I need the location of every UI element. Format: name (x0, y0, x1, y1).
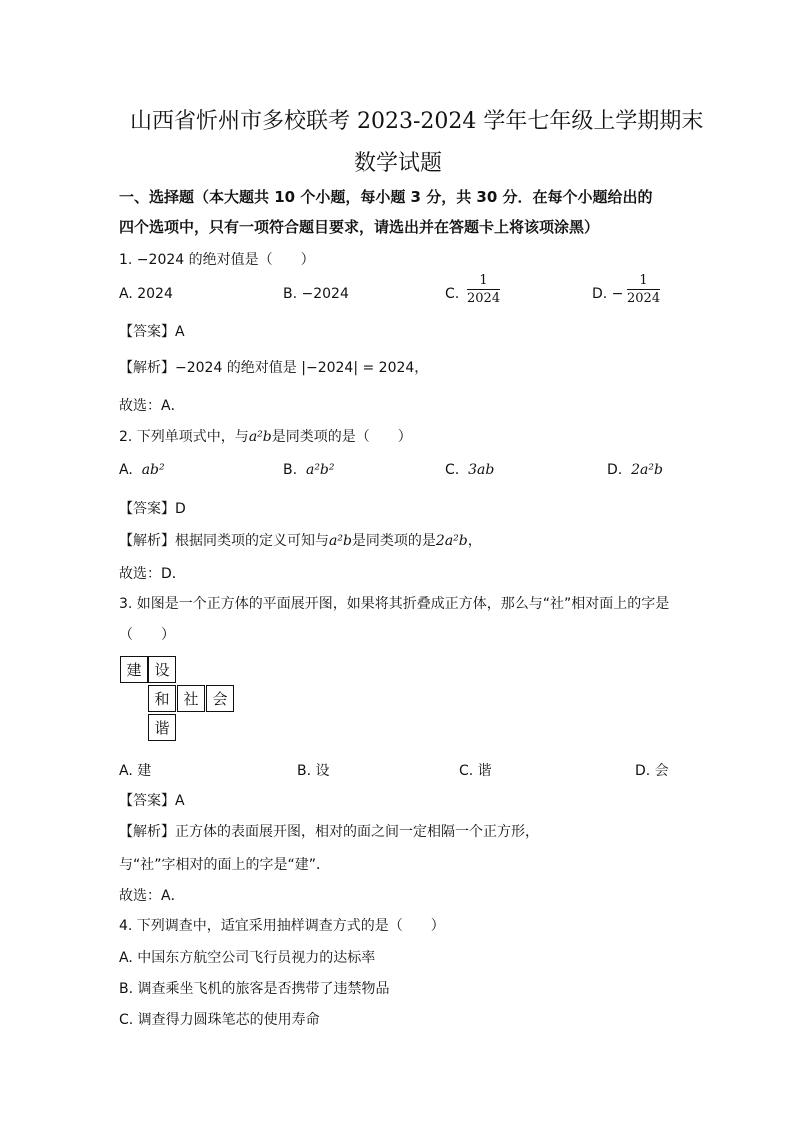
q2-option-a-label: A. (119, 462, 133, 478)
q3-option-a: A. 建 (119, 763, 152, 779)
q3-analysis-line1: 【解析】正方体的表面展开图，相对的面之间一定相隔一个正方形， (119, 824, 539, 840)
q2-option-a-math: ab² (141, 462, 165, 478)
q1-stem: 1. −2024 的绝对值是（ ） (119, 252, 315, 268)
net-cell-he: 和 (148, 685, 176, 712)
q3-answer: 【答案】A (119, 793, 185, 809)
net-cell-jian: 建 (120, 656, 148, 683)
q4-option-c: C. 调查得力圆珠笔芯的使用寿命 (119, 1012, 320, 1028)
q2-option-d-math: 2a²b (631, 462, 663, 478)
q3-conclusion: 故选：A． (119, 888, 185, 904)
q2-stem-math: a²b (248, 429, 272, 445)
q3-option-b: B. 设 (297, 763, 330, 779)
q1-analysis: 【解析】−2024 的绝对值是 |−2024| = 2024， (119, 360, 429, 376)
q3-option-c: C. 谐 (459, 763, 492, 779)
q2-option-b-label: B. (283, 462, 298, 478)
q1-option-d-numerator: 1 (639, 273, 648, 288)
q4-option-a: A. 中国东方航空公司飞行员视力的达标率 (119, 950, 376, 966)
q2-analysis-math1: a²b (329, 533, 352, 549)
q1-option-c-label: C. (445, 286, 460, 302)
q3-analysis-line2: 与“社”字相对的面上的字是“建”． (119, 857, 331, 873)
net-cell-hui: 会 (206, 685, 234, 712)
q1-option-c-denominator: 2024 (467, 291, 501, 306)
q2-option-c (445, 462, 494, 478)
q3-stem-line1: 3. 如图是一个正方体的平面展开图，如果将其折叠成正方体，那么与“社”相对面上的字是 (119, 596, 670, 612)
q4-option-b: B. 调查乘坐飞机的旅客是否携带了违禁物品 (119, 981, 390, 997)
q2-option-c-math: 3ab (468, 462, 495, 478)
net-cell-xie: 谐 (148, 714, 176, 741)
q2-analysis (119, 530, 482, 550)
q2-stem-post: 是同类项的是（ ） (271, 429, 412, 445)
q2-stem-pre: 2. 下列单项式中，与 (119, 429, 249, 445)
q2-option-b-math: a²b² (305, 462, 335, 478)
q1-option-d-label: D. − (592, 286, 624, 302)
section-heading-line1: 一、选择题（本大题共 10 个小题，每小题 3 分，共 30 分．在每个小题给出的 (119, 188, 653, 206)
q1-option-c-fraction (467, 273, 500, 308)
q2-analysis-pre: 【解析】根据同类项的定义可知与 (119, 533, 329, 549)
net-cell-she-society: 社 (177, 685, 205, 712)
q1-answer: 【答案】A (119, 324, 185, 340)
q3-stem-line2: （ ） (119, 627, 175, 643)
q1-conclusion: 故选：A． (119, 398, 185, 414)
q4-stem: 4. 下列调查中，适宜采用抽样调查方式的是（ ） (119, 918, 445, 934)
q2-stem (119, 426, 412, 446)
q2-option-a (119, 462, 165, 478)
q1-option-c-numerator: 1 (479, 273, 488, 288)
net-cell-she-design: 设 (148, 656, 176, 683)
q2-option-d-label: D. (607, 462, 623, 478)
q2-analysis-mid: 是同类项的是 (351, 533, 436, 549)
q2-answer: 【答案】D (119, 501, 186, 517)
q1-option-d-denominator: 2024 (627, 291, 661, 306)
q1-option-d-fraction (627, 273, 660, 308)
q2-option-d (607, 462, 663, 478)
q1-option-a: A. 2024 (119, 286, 173, 302)
page-title: 山西省忻州市多校联考 2023-2024 学年七年级上学期期末 (130, 109, 704, 134)
q3-option-d: D. 会 (635, 763, 669, 779)
q1-option-b: B. −2024 (283, 286, 349, 302)
q2-option-c-label: C. (445, 462, 460, 478)
q2-option-b (283, 462, 335, 478)
section-heading-line2: 四个选项中，只有一项符合题目要求，请选出并在答题卡上将该项涂黑） (119, 218, 600, 236)
q2-conclusion: 故选：D． (119, 566, 186, 582)
q2-analysis-post: ， (467, 533, 482, 549)
page-subtitle: 数学试题 (354, 151, 443, 176)
q2-analysis-math2: 2a²b (435, 533, 468, 549)
